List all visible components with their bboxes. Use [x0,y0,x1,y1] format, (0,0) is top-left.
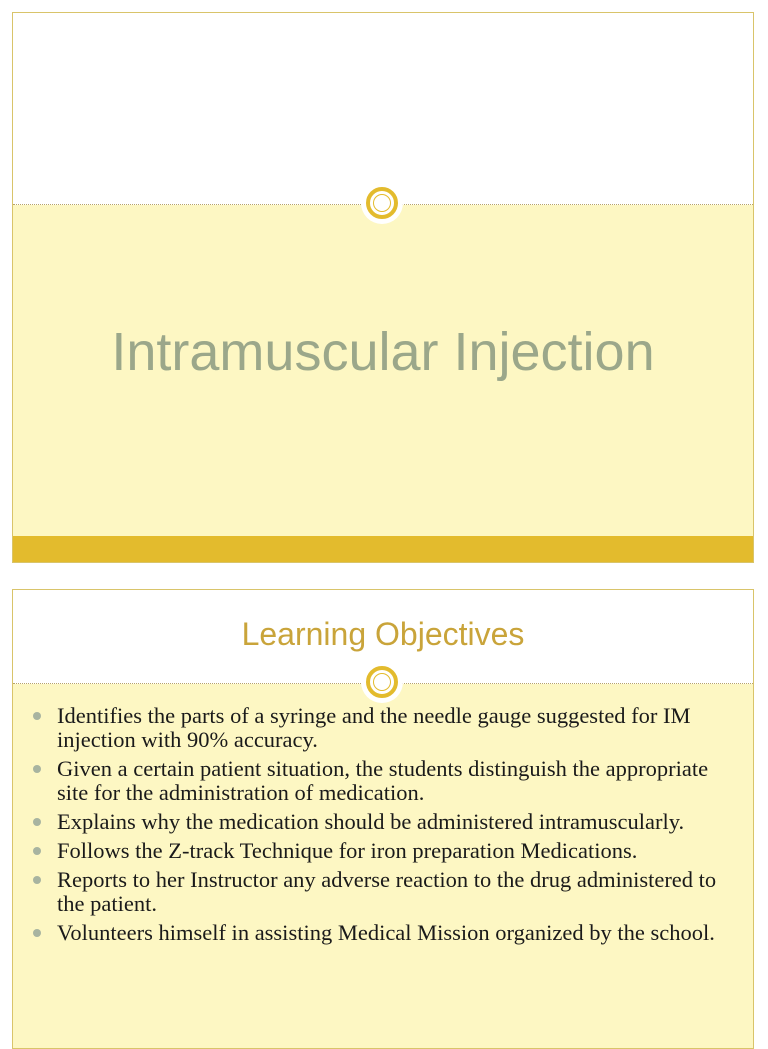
ring-ornament-icon [366,187,398,219]
ring-ornament-icon [366,666,398,698]
list-item: Reports to her Instructor any adverse reaction to the drug administered to the patient. [31,868,739,916]
title-slide [12,12,754,563]
slide-header-band [13,13,753,205]
list-item: Explains why the medication should be administered intramuscularly. [31,810,739,834]
list-item: Identifies the parts of a syringe and the needle gauge suggested for IM injection with 90% accuracy. [31,704,739,752]
slide-heading: Learning Objectives [241,616,525,652]
gold-footer-bar [13,536,753,562]
list-item: Follows the Z-track Technique for iron preparation Medications. [31,839,739,863]
objectives-slide [12,589,754,1049]
slide-title: Intramuscular Injection [111,322,655,382]
list-item: Given a certain patient situation, the students distinguish the appropriate site for the administration of medication. [31,757,739,805]
objectives-list [31,704,739,950]
list-item: Volunteers himself in assisting Medical Mission organized by the school. [31,921,739,945]
